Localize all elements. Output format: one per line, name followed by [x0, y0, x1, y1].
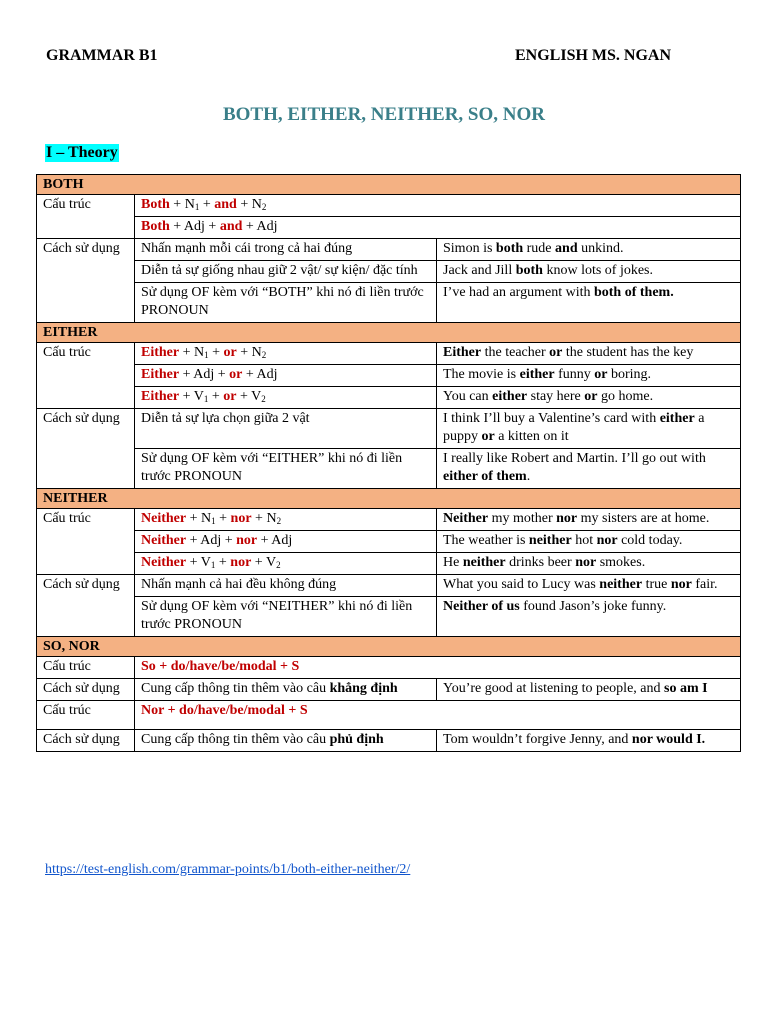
table-row: [37, 657, 741, 679]
usage-example: You can either stay here or go home.: [437, 387, 741, 409]
structure-formula: So + do/have/be/modal + S: [135, 657, 741, 679]
section-either: [37, 323, 741, 343]
usage-example: Tom wouldn’t forgive Jenny, and nor would I.: [437, 730, 741, 752]
section-title: EITHER: [37, 323, 741, 343]
usage-example: Neither my mother nor my sisters are at home.: [437, 509, 741, 531]
table-row: [37, 365, 741, 387]
theory-heading: I – Theory: [46, 144, 118, 161]
section-so-nor: [37, 637, 741, 657]
table-row: [37, 217, 741, 239]
table-row: [37, 509, 741, 531]
section-title: BOTH: [37, 175, 741, 195]
structure-formula: Neither + $N_1$ + nor + $N_2$: [135, 509, 437, 531]
usage-example: He neither drinks beer nor smokes.: [437, 553, 741, 575]
table-row: [37, 575, 741, 597]
usage-example: What you said to Lucy was neither true nor fair.: [437, 575, 741, 597]
row-label: Cách sử dụng: [37, 239, 135, 323]
header-left: GRAMMAR B1: [46, 47, 158, 64]
usage-example: Jack and Jill both know lots of jokes.: [437, 261, 741, 283]
table-row: [37, 553, 741, 575]
usage-desc: Diễn tả sự lựa chọn giữa 2 vật: [135, 409, 437, 449]
table-row: [37, 283, 741, 323]
row-label: Cấu trúc: [37, 509, 135, 575]
table-row: [37, 261, 741, 283]
row-label: Cấu trúc: [37, 657, 135, 679]
usage-example: The movie is either funny or boring.: [437, 365, 741, 387]
usage-desc: Sử dụng OF kèm với “EITHER” khi nó đi liền trước PRONOUN: [135, 449, 437, 489]
table-row: [37, 387, 741, 409]
row-label: Cách sử dụng: [37, 679, 135, 701]
structure-formula: Neither + $V_1$ + nor + $V_2$: [135, 553, 437, 575]
row-label: Cấu trúc: [37, 701, 135, 730]
source-link[interactable]: https://test-english.com/grammar-points/b1/both-either-neither/2/: [45, 862, 411, 877]
usage-desc: Nhấn mạnh mỗi cái trong cả hai đúng: [135, 239, 437, 261]
structure-formula: Neither + Adj + nor + Adj: [135, 531, 437, 553]
structure-formula: Either + Adj + or + Adj: [135, 365, 437, 387]
table-row: [37, 409, 741, 449]
header-right: ENGLISH MS. NGAN: [515, 47, 672, 64]
page-title: BOTH, EITHER, NEITHER, SO, NOR: [222, 104, 546, 125]
table-row: [37, 531, 741, 553]
usage-example: Simon is both rude and unkind.: [437, 239, 741, 261]
table-row: [37, 195, 741, 217]
usage-desc: Diễn tả sự giống nhau giữ 2 vật/ sự kiện/ đặc tính: [135, 261, 437, 283]
row-label: Cách sử dụng: [37, 575, 135, 637]
usage-desc: Sử dụng OF kèm với “BOTH” khi nó đi liền trước PRONOUN: [135, 283, 437, 323]
structure-formula: Either + $V_1$ + or + $V_2$: [135, 387, 437, 409]
table-row: [37, 449, 741, 489]
usage-example: Neither of us found Jason’s joke funny.: [437, 597, 741, 637]
table-row: [37, 597, 741, 637]
table-row: [37, 730, 741, 752]
usage-example: I’ve had an argument with both of them.: [437, 283, 741, 323]
row-label: Cấu trúc: [37, 343, 135, 409]
row-label: Cấu trúc: [37, 195, 135, 239]
usage-example: I think I’ll buy a Valentine’s card with either a puppy or a kitten on it: [437, 409, 741, 449]
usage-example: I really like Robert and Martin. I’ll go out with either of them.: [437, 449, 741, 489]
structure-formula: Both + Adj + and + Adj: [135, 217, 741, 239]
usage-example: Either the teacher or the student has the key: [437, 343, 741, 365]
usage-desc: Cung cấp thông tin thêm vào câu khẳng định: [135, 679, 437, 701]
structure-formula: Both + $N_1$ + and + $N_2$: [135, 195, 741, 217]
section-title: NEITHER: [37, 489, 741, 509]
usage-example: The weather is neither hot nor cold today.: [437, 531, 741, 553]
structure-formula: Either + $N_1$ + or + $N_2$: [135, 343, 437, 365]
section-neither: [37, 489, 741, 509]
table-row: [37, 239, 741, 261]
table-row: [37, 701, 741, 730]
section-both: [37, 175, 741, 195]
section-title: SO, NOR: [37, 637, 741, 657]
grammar-table: [36, 174, 741, 752]
structure-formula: Nor + do/have/be/modal + S: [135, 701, 741, 730]
usage-example: You’re good at listening to people, and so am I: [437, 679, 741, 701]
table-row: [37, 343, 741, 365]
usage-desc: Cung cấp thông tin thêm vào câu phủ định: [135, 730, 437, 752]
table-row: [37, 679, 741, 701]
row-label: Cách sử dụng: [37, 409, 135, 489]
usage-desc: Nhấn mạnh cả hai đều không đúng: [135, 575, 437, 597]
usage-desc: Sử dụng OF kèm với “NEITHER” khi nó đi liền trước PRONOUN: [135, 597, 437, 637]
row-label: Cách sử dụng: [37, 730, 135, 752]
